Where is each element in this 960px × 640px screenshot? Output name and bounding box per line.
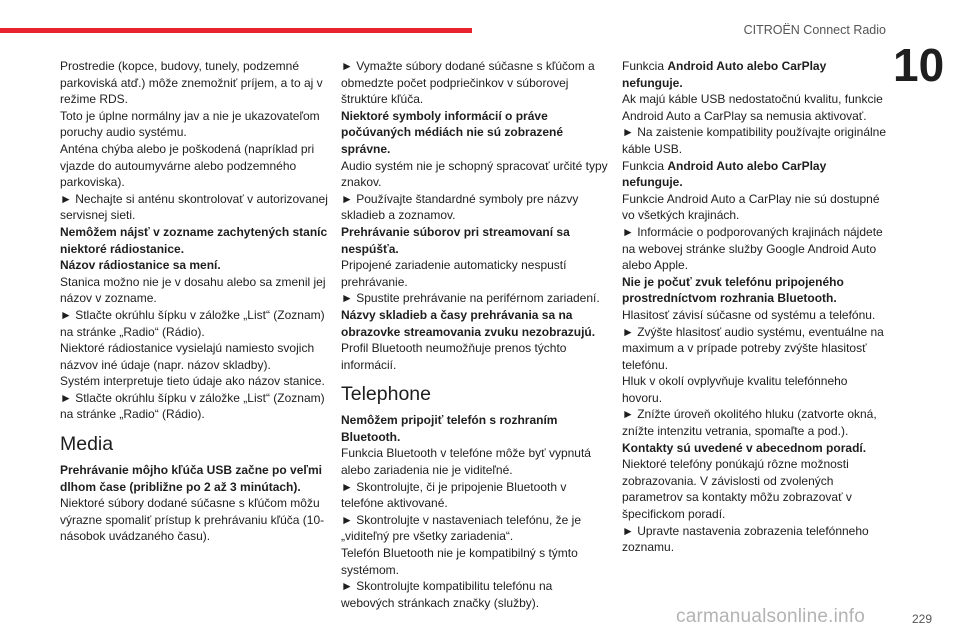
column-1 — [60, 58, 328, 545]
question-text: Android Auto alebo CarPlay nefunguje. — [622, 59, 827, 90]
body-paragraph: Profil Bluetooth neumožňuje prenos týchto informácií. — [341, 341, 567, 372]
question-heading: Prehrávanie súborov pri streamovaní sa nespúšťa. — [341, 224, 570, 256]
action-step: ► Informácie o podporovaných krajinách nájdete na webovej stránke služby Google Android Auto alebo Apple. — [622, 224, 883, 273]
action-step: ► Stlačte okrúhlu šípku v záložke „List“ (Zoznam) na stránke „Radio“ (Rádio). — [60, 390, 325, 422]
action-step: ► Stlačte okrúhlu šípku v záložke „List“ (Zoznam) na stránke „Radio“ (Rádio). — [60, 307, 325, 339]
action-step: ► Znížte úroveň okolitého hluku (zatvorte okná, znížte intenzitu vetrania, spomaľte a pod.). — [622, 407, 877, 439]
question-heading: Nemôžem pripojiť telefón s rozhraním Bluetooth. — [341, 413, 558, 444]
action-step: ► Vymažte súbory dodané súčasne s kľúčom a obmedzte počet podpriečinkov v súborovej štruktúre kľúča. — [341, 59, 595, 107]
question-heading: Nemôžem nájsť v zozname zachytených staníc niektoré rádiostanice. — [60, 224, 328, 256]
question-heading — [622, 58, 888, 91]
section-heading: Telephone — [341, 383, 431, 406]
body-paragraph: Toto je úplne normálny jav a nie je ukazovateľom poruchy audio systému. — [60, 108, 320, 140]
body-paragraph: Prostredie (kopce, budovy, tunely, podzemné parkoviská atď.) môže znemožniť príjem, a to aj v režime RDS. — [60, 59, 323, 107]
action-step: ► Na zaistenie kompatibility používajte originálne káble USB. — [622, 125, 887, 156]
column-2 — [341, 58, 609, 611]
question-prefix: Funkcia — [622, 158, 668, 173]
question-prefix: Funkcia — [622, 59, 668, 73]
question-text: Android Auto alebo CarPlay nefunguje. — [622, 158, 827, 190]
header-accent-bar — [0, 28, 472, 33]
question-heading — [622, 158, 888, 191]
question-heading: Názov rádiostanice sa mení. — [60, 258, 221, 273]
body-paragraph: Niektoré súbory dodané súčasne s kľúčom môžu výrazne spomaliť prístup k prehrávaniu kľúča (10-násobok uvádzaného času). — [60, 496, 325, 544]
body-paragraph: Niektoré telefóny ponúkajú rôzne možnosti zobrazovania. V závislosti od zvolených parametrov sa kontakty môžu zobrazovať v špecifickom poradí. — [622, 457, 852, 522]
body-paragraph: Anténa chýba alebo je poškodená (napríklad pri vjazde do autoumyvárne alebo podzemného parkoviska). — [60, 141, 315, 190]
action-step: ► Skontrolujte kompatibilitu telefónu na webových stránkach značky (služby). — [341, 579, 553, 610]
question-heading: Niektoré symboly informácií o práve počúvaných médiách nie sú zobrazené správne. — [341, 108, 564, 156]
action-step: ► Skontrolujte, či je pripojenie Bluetooth v telefóne aktivované. — [341, 479, 567, 511]
body-paragraph: Systém interpretuje tieto údaje ako názov stanice. — [60, 374, 325, 389]
page-number: 229 — [911, 612, 932, 626]
question-heading: Kontakty sú uvedené v abecednom poradí. — [622, 440, 867, 455]
column-3 — [622, 58, 888, 556]
watermark: carmanualsonline.info — [676, 606, 866, 627]
header-title: CITROËN Connect Radio — [743, 23, 886, 37]
body-paragraph: Niektoré rádiostanice vysielajú namiesto svojich názvov iné údaje (napr. názov skladby). — [60, 341, 315, 372]
body-paragraph: Hlasitosť závisí súčasne od systému a telefónu. — [622, 307, 876, 322]
question-heading: Prehrávanie môjho kľúča USB začne po veľmi dlhom čase (približne po 2 až 3 minútach). — [60, 463, 323, 494]
body-paragraph: Pripojené zariadenie automaticky nespustí prehrávanie. — [341, 258, 567, 289]
body-paragraph: Funkcia Bluetooth v telefóne môže byť vypnutá alebo zariadenia nie je viditeľné. — [341, 446, 591, 478]
action-step: ► Používajte štandardné symboly pre názvy skladieb a zoznamov. — [341, 191, 579, 223]
body-paragraph: Stanica možno nie je v dosahu alebo sa zmenil jej názov v zozname. — [60, 274, 326, 306]
action-step: ► Nechajte si anténu skontrolovať v autorizovanej servisnej sieti. — [60, 191, 328, 223]
body-paragraph: Hluk v okolí ovplyvňuje kvalitu telefónneho hovoru. — [622, 374, 848, 405]
action-step: ► Skontrolujte v nastaveniach telefónu, že je „viditeľný pre všetky zariadenia“. — [341, 512, 582, 544]
action-step: ► Spustite prehrávanie na periférnom zariadení. — [341, 291, 600, 306]
action-step: ► Upravte nastavenia zobrazenia telefónneho zoznamu. — [622, 523, 869, 555]
question-heading: Nie je počuť zvuk telefónu pripojeného prostredníctvom rozhrania Bluetooth. — [622, 274, 844, 306]
action-step: ► Zvýšte hlasitosť audio systému, eventuálne na maximum a v prípade potreby zvýšte hlasitosť telefónu. — [622, 324, 884, 372]
body-paragraph: Audio systém nie je schopný spracovať určité typy znakov. — [341, 158, 608, 190]
section-heading: Media — [60, 433, 114, 456]
chapter-number: 10 — [893, 39, 945, 91]
body-paragraph: Funkcie Android Auto a CarPlay nie sú dostupné vo všetkých krajinách. — [622, 191, 880, 223]
question-heading: Názvy skladieb a časy prehrávania sa na obrazovke streamovania zvuku nezobrazujú. — [341, 307, 596, 339]
body-paragraph: Telefón Bluetooth nie je kompatibilný s týmto systémom. — [341, 546, 578, 577]
body-paragraph: Ak majú káble USB nedostatočnú kvalitu, funkcie Android Auto a CarPlay sa nemusia aktivovať. — [622, 92, 883, 123]
